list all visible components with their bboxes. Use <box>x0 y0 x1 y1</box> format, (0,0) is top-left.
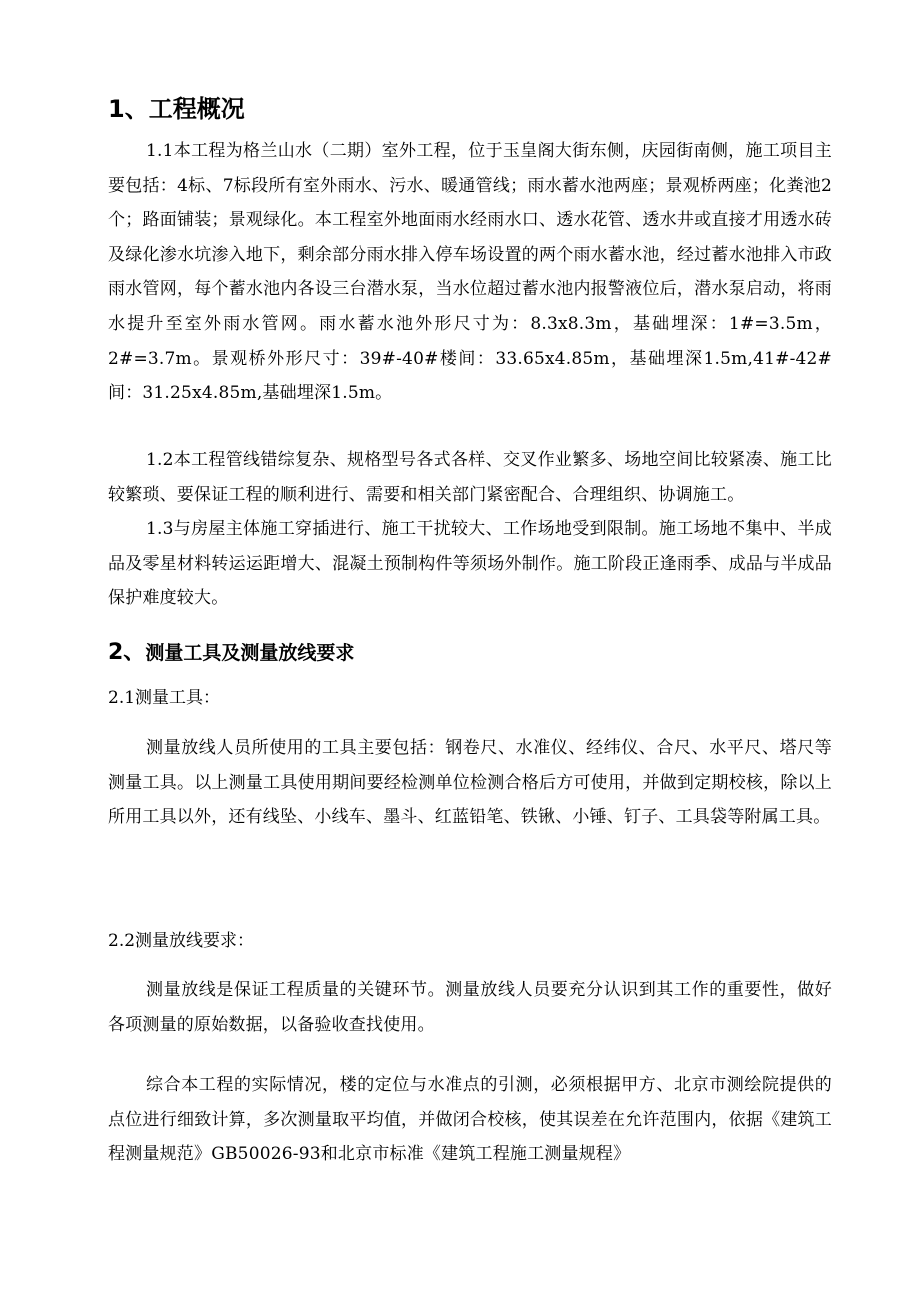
subsection-2-2-title: 2.2测量放线要求： <box>108 931 255 951</box>
paragraph-2-1: 测量放线人员所使用的工具主要包括：钢卷尺、水准仪、经纬仪、合尺、水平尺、塔尺等测量工具。以上测量工具使用期间要经检测单位检测合格后方可使用，并做到定期校核，除以上所用工具以外，还有线坠、小线车、墨斗、红蓝铅笔、铁锹、小锤、钉子、工具袋等附属工具。 <box>108 738 832 828</box>
section-2-heading <box>108 640 354 666</box>
section-2-heading-number: 2、 <box>108 640 146 665</box>
section-1-heading: 1、工程概况 <box>108 95 245 123</box>
paragraph-1-3: 1.3与房屋主体施工穿插进行、施工干扰较大、工作场地受到限制。施工场地不集中、半成品及零星材料转运运距增大、混凝土预制构件等须场外制作。施工阶段正逢雨季、成品与半成品保护难度较大。 <box>108 519 832 609</box>
paragraph-1-2: 1.2本工程管线错综复杂、规格型号各式各样、交叉作业繁多、场地空间比较紧凑、施工比较繁琐、要保证工程的顺利进行、需要和相关部门紧密配合、合理组织、协调施工。 <box>108 450 832 505</box>
paragraph-2-2a: 测量放线是保证工程质量的关键环节。测量放线人员要充分认识到其工作的重要性，做好各项测量的原始数据，以备验收查找使用。 <box>108 980 832 1035</box>
paragraph-2-2b: 综合本工程的实际情况，楼的定位与水准点的引测，必须根据甲方、北京市测绘院提供的点位进行细致计算，多次测量取平均值，并做闭合校核，使其误差在允许范围内，依据《建筑工程测量规范》GB50026-93和北京市标准《建筑工程施工测量规程》 <box>108 1075 832 1165</box>
paragraph-1-1: 1.1本工程为格兰山水（二期）室外工程，位于玉皇阁大街东侧，庆园街南侧，施工项目主要包括：4标、7标段所有室外雨水、污水、暖通管线；雨水蓄水池两座；景观桥两座；化粪池2个；路面铺装；景观绿化。本工程室外地面雨水经雨水口、透水花管、透水井或直接才用透水砖及绿化渗水坑渗入地下，剩余部分雨水排入停车场设置的两个雨水蓄水池，经过蓄水池排入市政雨水管网，每个蓄水池内各设三台潜水泵，当水位超过蓄水池内报警液位后，潜水泵启动，将雨水提升至室外雨水管网。雨水蓄水池外形尺寸为：8.3x8.3m，基础埋深：1#=3.5m，2#=3.7m。景观桥外形尺寸：39#-40#楼间：33.65x4.85m，基础埋深1.5m,41#-42#间：31.25x4.85m,基础埋深1.5m。 <box>108 141 832 404</box>
section-2-heading-text: 测量工具及测量放线要求 <box>145 642 355 664</box>
subsection-2-1-title: 2.1测量工具： <box>108 688 221 708</box>
